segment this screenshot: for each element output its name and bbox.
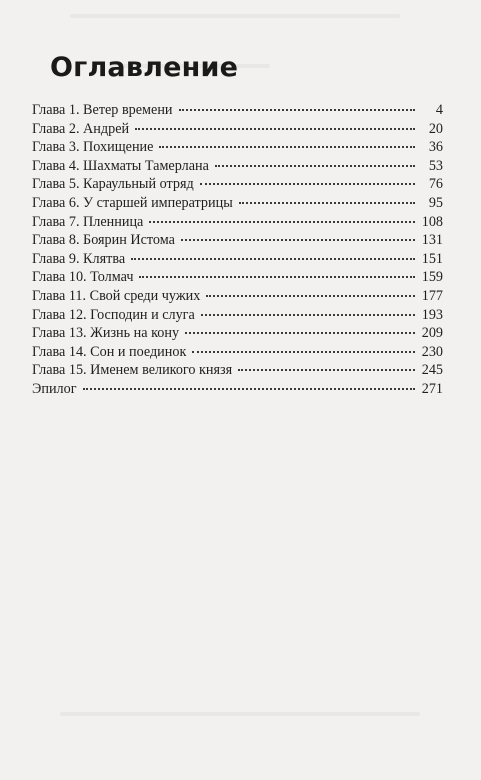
toc-entry-page: 177 (421, 287, 443, 304)
toc-entry[interactable] (32, 157, 443, 176)
toc-entry-title: Глава 6. У старшей императрицы (32, 194, 233, 211)
dot-leader (83, 388, 415, 390)
toc-entry-page: 76 (428, 176, 443, 193)
toc-entry-page: 4 (435, 102, 443, 118)
toc-entry[interactable] (32, 306, 443, 325)
toc-entry-page: 159 (421, 269, 443, 286)
toc-entry[interactable] (32, 380, 443, 399)
dot-leader (192, 351, 415, 353)
toc-heading: Оглавление (50, 52, 239, 83)
toc-entry-title: Глава 15. Именем великого князя (32, 362, 233, 379)
toc-entry[interactable] (32, 343, 443, 362)
toc-entry-page: 271 (421, 380, 443, 397)
dot-leader (185, 332, 415, 334)
toc-entry-title: Глава 8. Боярин Истома (32, 232, 175, 249)
toc-entry-page: 131 (421, 232, 443, 249)
toc-entry-page: 230 (421, 343, 443, 360)
toc-entry-title: Глава 9. Клятва (32, 250, 126, 267)
toc-entry[interactable] (32, 250, 443, 269)
dot-leader (139, 276, 415, 278)
toc-entry-title: Глава 13. Жизнь на кону (32, 325, 180, 342)
toc-entry-title: Глава 10. Толмач (32, 269, 134, 286)
toc-entry[interactable] (32, 175, 443, 194)
dot-leader (206, 295, 415, 297)
toc-entry[interactable] (32, 231, 443, 250)
toc-entry-title: Глава 11. Свой среди чужих (32, 287, 201, 304)
toc-entry-title: Глава 5. Караульный отряд (32, 176, 194, 193)
toc-entry[interactable] (32, 268, 443, 287)
toc-entry-page: 108 (421, 213, 443, 230)
dot-leader (179, 109, 415, 111)
toc-entry-title: Глава 3. Похищение (32, 139, 154, 156)
toc-entry-title: Глава 14. Сон и поединок (32, 343, 187, 360)
dot-leader (201, 314, 415, 316)
dot-leader (215, 165, 415, 167)
toc-entry-title: Глава 7. Пленница (32, 213, 144, 230)
toc-entry-title: Глава 1. Ветер времени (32, 102, 173, 118)
dot-leader (239, 202, 415, 204)
dot-leader (149, 221, 415, 223)
table-of-contents (32, 101, 443, 399)
toc-entry-page: 36 (428, 139, 443, 156)
dot-leader (181, 239, 415, 241)
toc-entry[interactable] (32, 324, 443, 343)
toc-entry-page: 151 (421, 250, 443, 267)
toc-entry[interactable] (32, 194, 443, 213)
dot-leader (238, 369, 415, 371)
toc-entry-page: 193 (421, 306, 443, 323)
toc-entry-page: 245 (421, 362, 443, 379)
toc-entry-title: Глава 12. Господин и слуга (32, 306, 195, 323)
toc-entry[interactable] (32, 361, 443, 380)
toc-entry-page: 95 (428, 194, 443, 211)
toc-entry-title: Эпилог (32, 380, 77, 397)
toc-entry[interactable] (32, 213, 443, 232)
toc-entry[interactable] (32, 138, 443, 157)
dot-leader (159, 146, 415, 148)
dot-leader (135, 128, 415, 130)
show-through-line (70, 14, 400, 18)
toc-entry-title: Глава 2. Андрей (32, 120, 130, 137)
dot-leader (200, 183, 415, 185)
toc-entry-page: 209 (421, 325, 443, 342)
toc-entry-page: 20 (428, 120, 443, 137)
toc-entry[interactable] (32, 120, 443, 139)
show-through-line (60, 712, 420, 716)
dot-leader (131, 258, 415, 260)
toc-entry-title: Глава 4. Шахматы Тамерлана (32, 157, 209, 174)
toc-entry[interactable] (32, 101, 443, 120)
toc-entry-page: 53 (428, 157, 443, 174)
toc-entry[interactable] (32, 287, 443, 306)
